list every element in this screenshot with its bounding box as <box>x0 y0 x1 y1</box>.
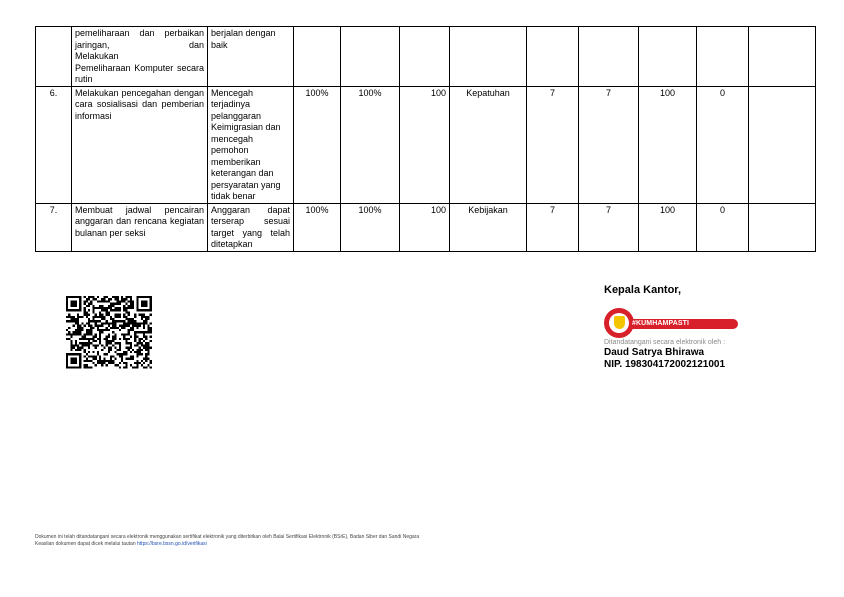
value-c-cell: 100 <box>639 86 697 203</box>
footer-note <box>35 534 419 548</box>
table-row <box>36 203 816 251</box>
value-d-cell: 0 <box>697 86 749 203</box>
value-b-cell: 7 <box>579 86 639 203</box>
signer-name: Daud Satrya Bhirawa <box>604 347 705 358</box>
signature-block <box>604 284 744 371</box>
target-cell: 100% <box>294 86 341 203</box>
risk-table <box>35 26 816 252</box>
activity-cell: Melakukan pencegahan dengan cara sosialisasi dan pemberian informasi <box>72 86 208 203</box>
signer-nip: NIP. 198304172002121001 <box>604 359 726 370</box>
realization-cell: 100% <box>341 86 400 203</box>
activity-line: Melakukan <box>75 51 119 61</box>
signer-title: Kepala Kantor, <box>604 284 682 296</box>
footer-line-1: Dokumen ini telah ditandatangani secara elektronik menggunakan sertifikat elektronik yang diterbitkan oleh Balai Sertifikasi Elektronik (BSrE), Badan Siber dan Sandi Negara <box>35 534 420 540</box>
row-number: 7. <box>36 203 72 251</box>
activity-cell: Membuat jadwal pencairan anggaran dan rencana kegiatan bulanan per seksi <box>72 203 208 251</box>
activity-cell <box>72 27 208 87</box>
activity-line: pemeliharaan dan perbaikan jaringan, dan <box>75 28 204 50</box>
score-cell: 100 <box>400 203 450 251</box>
row-number <box>36 27 72 87</box>
result-cell: berjalan dengan baik <box>208 27 294 87</box>
value-d-cell: 0 <box>697 203 749 251</box>
value-c-cell <box>639 27 697 87</box>
target-cell <box>294 27 341 87</box>
value-e-cell <box>749 86 816 203</box>
value-b-cell <box>579 27 639 87</box>
qr-code-icon <box>66 296 153 370</box>
target-cell: 100% <box>294 203 341 251</box>
value-b-cell: 7 <box>579 203 639 251</box>
value-c-cell: 100 <box>639 203 697 251</box>
footer-line-2 <box>35 541 419 548</box>
table-row <box>36 27 816 87</box>
realization-cell <box>341 27 400 87</box>
activity-line: Pemeliharaan Komputer secara rutin <box>75 62 204 84</box>
table-row <box>36 86 816 203</box>
value-e-cell <box>749 203 816 251</box>
esign-note: Ditandatangani secara elektronik oleh : <box>604 339 726 346</box>
value-a-cell: 7 <box>527 86 579 203</box>
score-cell: 100 <box>400 86 450 203</box>
footer-prefix: Keaslian dokumen dapat dicek melalui tautan <box>35 541 138 547</box>
row-number: 6. <box>36 86 72 203</box>
score-cell <box>400 27 450 87</box>
value-e-cell <box>749 27 816 87</box>
value-a-cell <box>527 27 579 87</box>
category-cell: Kebijakan <box>450 203 527 251</box>
value-d-cell <box>697 27 749 87</box>
category-cell <box>450 27 527 87</box>
result-cell: Anggaran dapat terserap sesuai target yang telah ditetapkan <box>208 203 294 251</box>
value-a-cell: 7 <box>527 203 579 251</box>
verification-link[interactable]: https://bsre.bssn.go.id/verifikasi <box>137 541 207 547</box>
result-cell: Mencegah terjadinya pelanggaran Keimigrasian dan mencegah pemohon memberikan keterangan dan persyaratan yang tidak benar <box>208 86 294 203</box>
realization-cell: 100% <box>341 203 400 251</box>
category-cell: Kepatuhan <box>450 86 527 203</box>
kumham-logo-icon <box>604 308 744 344</box>
badge-label: #KUMHAMPASTI <box>632 320 690 327</box>
